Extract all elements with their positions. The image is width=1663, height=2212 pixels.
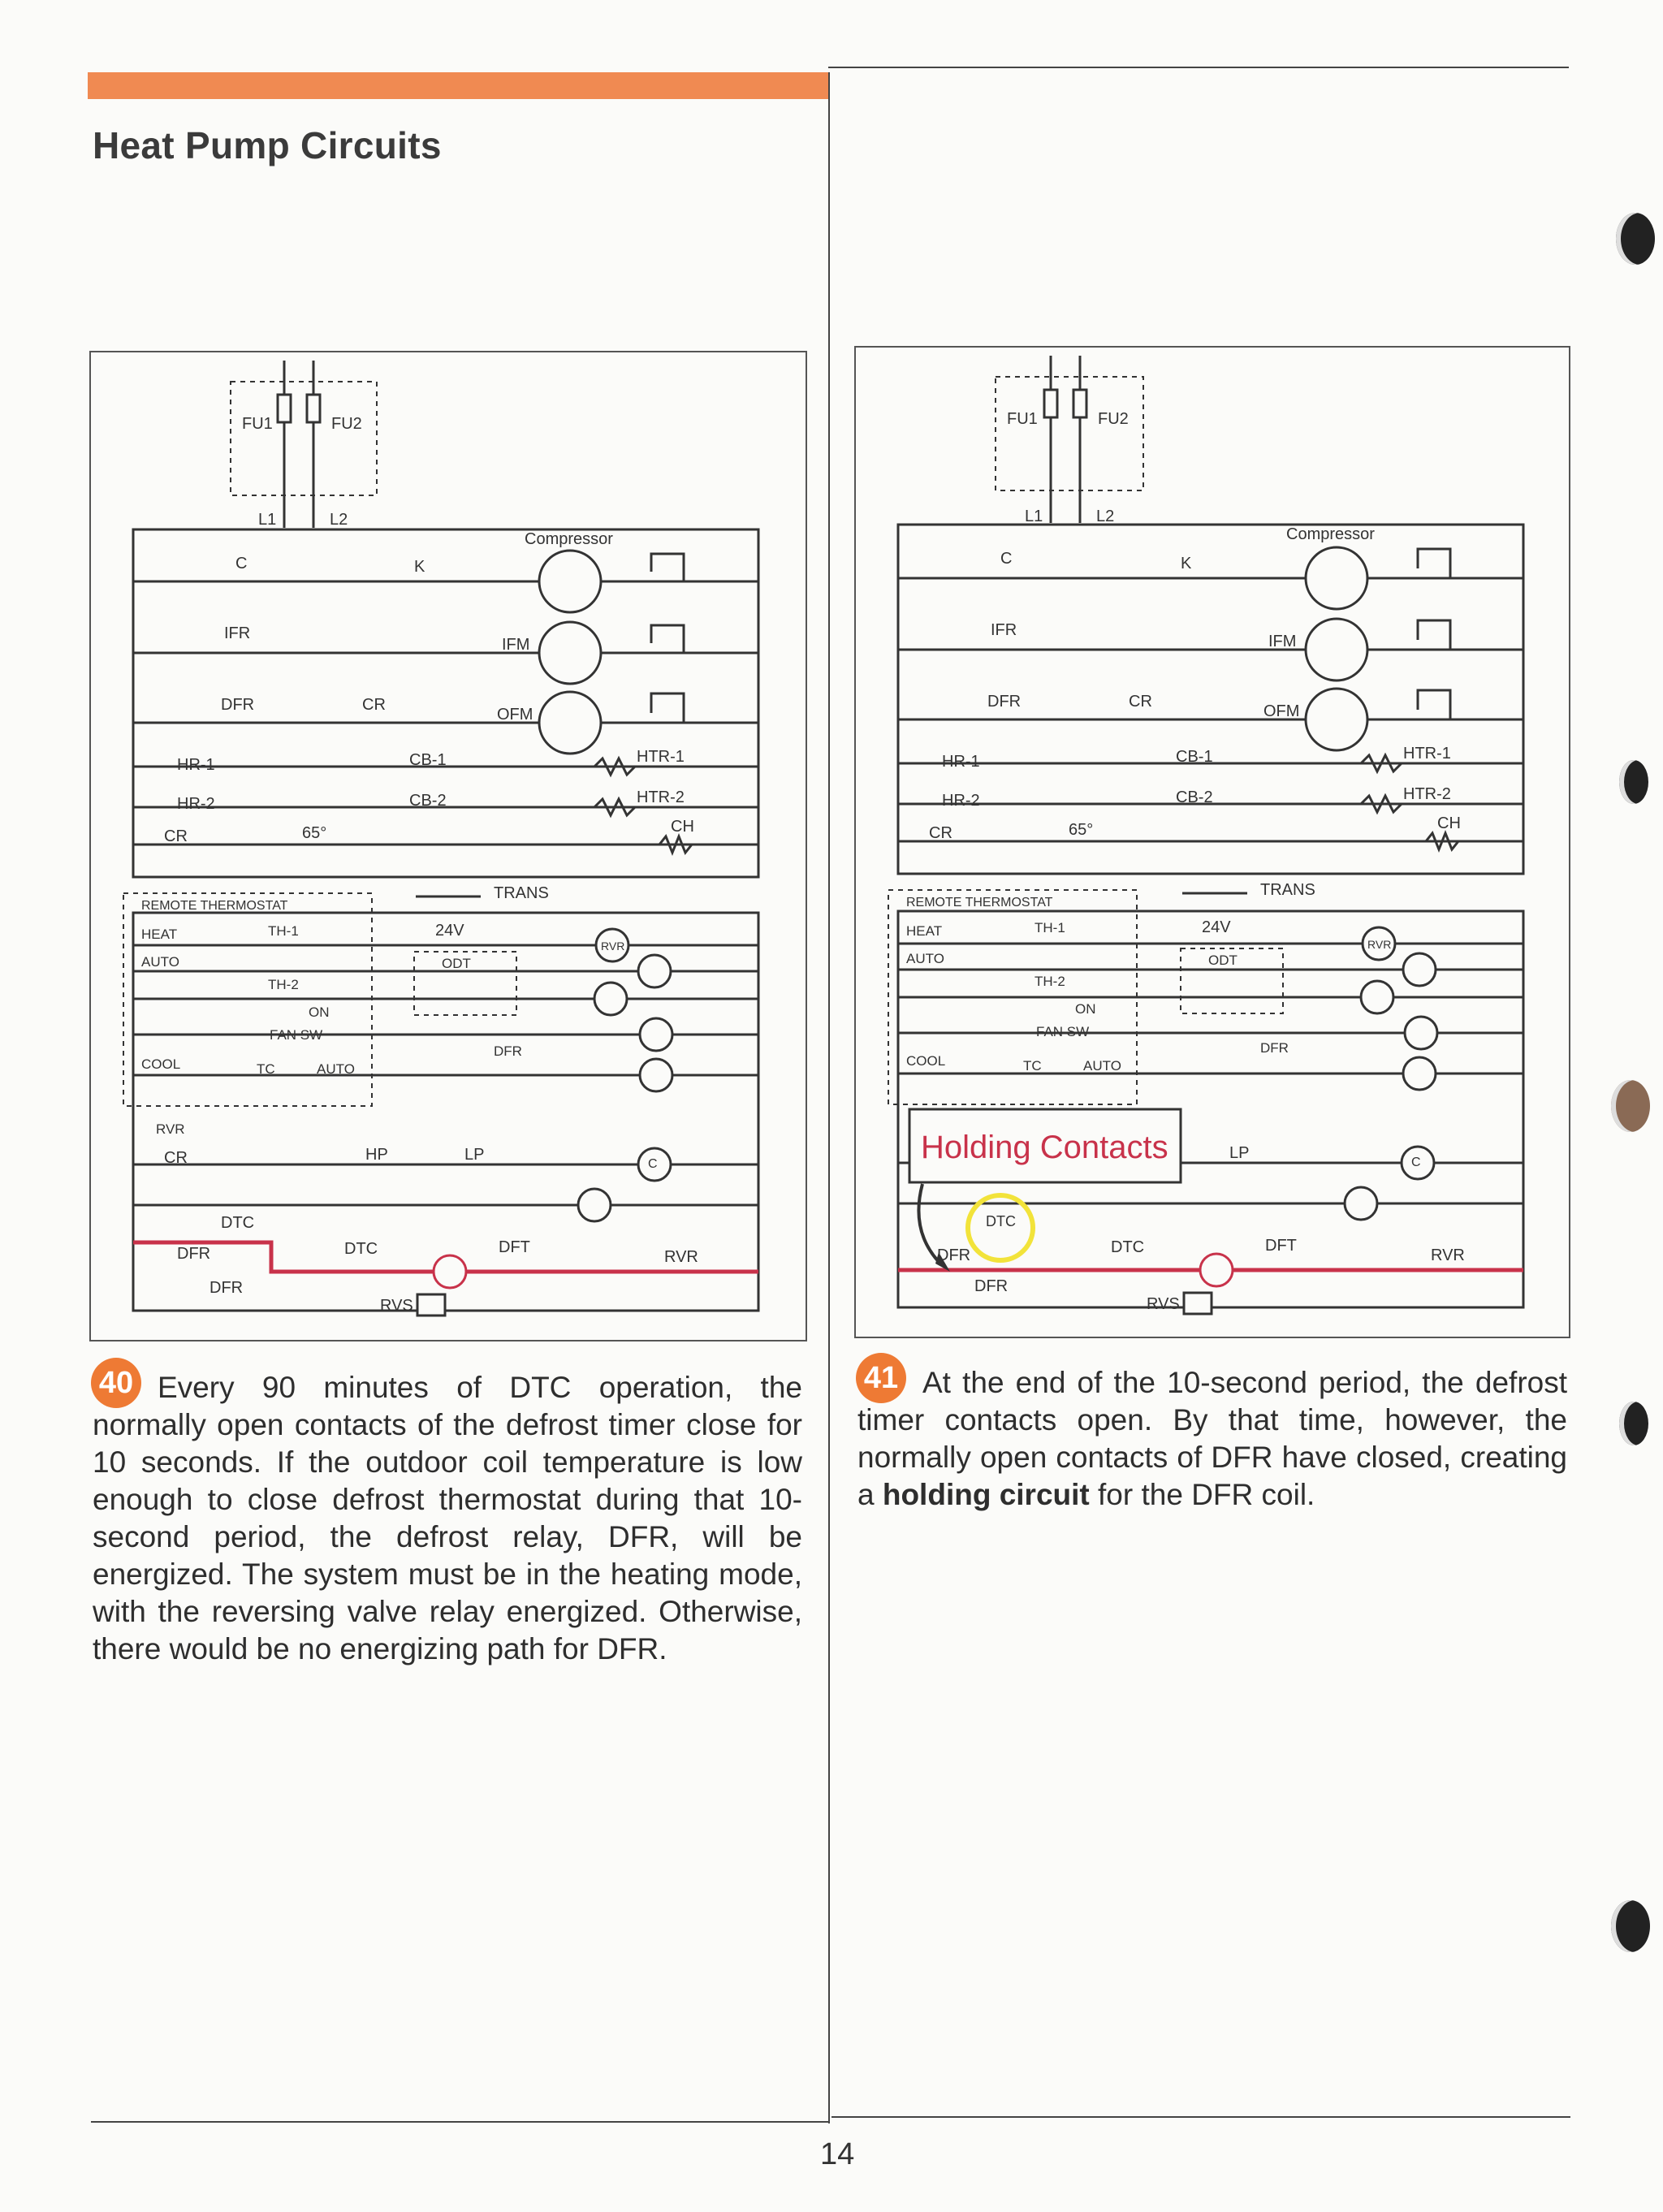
right-paragraph (857, 1364, 1567, 1514)
svg-text:DFT: DFT (1265, 1237, 1297, 1255)
svg-text:IFM: IFM (1268, 633, 1297, 650)
svg-text:HR-1: HR-1 (177, 756, 215, 774)
svg-text:HP: HP (365, 1146, 388, 1164)
left-paragraph (93, 1369, 802, 1668)
binder-hole (1619, 760, 1648, 804)
wiring-diagram-left (91, 352, 806, 1340)
svg-text:HTR-2: HTR-2 (637, 788, 685, 806)
svg-text:65°: 65° (1069, 821, 1094, 839)
svg-text:HEAT: HEAT (906, 923, 943, 939)
svg-text:CR: CR (164, 827, 188, 845)
svg-text:HR-2: HR-2 (177, 795, 215, 813)
binder-hole (1611, 1080, 1650, 1132)
svg-text:CR: CR (164, 1149, 188, 1167)
schematic-panel-left (89, 351, 807, 1341)
svg-text:K: K (1181, 555, 1192, 572)
svg-text:OFM: OFM (497, 706, 533, 724)
step-badge-41: 41 (856, 1353, 906, 1403)
svg-text:AUTO: AUTO (317, 1061, 355, 1077)
svg-text:RVR: RVR (1431, 1246, 1465, 1264)
svg-text:DFR: DFR (987, 693, 1022, 711)
svg-text:Compressor: Compressor (1286, 525, 1375, 543)
svg-text:CB-2: CB-2 (1176, 788, 1213, 806)
svg-text:L1: L1 (258, 511, 277, 529)
svg-text:REMOTE THERMOSTAT: REMOTE THERMOSTAT (141, 899, 288, 913)
svg-text:DFR: DFR (177, 1245, 211, 1263)
svg-text:DFT: DFT (499, 1238, 530, 1256)
svg-text:C: C (648, 1157, 658, 1171)
schematic-panel-right (854, 346, 1570, 1338)
svg-text:IFM: IFM (502, 636, 530, 654)
svg-text:RVR: RVR (1367, 938, 1392, 951)
binder-hole (1611, 1900, 1650, 1952)
column-divider (828, 72, 830, 2123)
svg-text:DFR: DFR (209, 1279, 244, 1297)
svg-text:FAN SW: FAN SW (270, 1027, 323, 1043)
svg-text:TRANS: TRANS (1260, 881, 1315, 899)
svg-text:ODT: ODT (442, 956, 471, 971)
left-paragraph-text: Every 90 minutes of DTC operation, the normally open contacts of the defrost timer close for 10 seconds. If the outdoor coil temperature is low enough to close defrost thermostat during that 10-second period, the defrost relay, DFR, will be energized. The system must be in the heating mode, with the reversing valve relay energized. Otherwise, there would be no energizing path for DFR. (93, 1371, 802, 1665)
svg-text:RVS: RVS (380, 1297, 413, 1315)
step-badge-40: 40 (91, 1358, 141, 1408)
svg-text:CR: CR (1129, 693, 1152, 711)
svg-text:TC: TC (1023, 1058, 1042, 1074)
svg-text:DFR: DFR (974, 1277, 1009, 1295)
svg-text:COOL: COOL (906, 1053, 946, 1069)
svg-text:C: C (1000, 550, 1013, 568)
svg-text:HTR-1: HTR-1 (637, 748, 685, 766)
svg-text:AUTO: AUTO (1083, 1058, 1121, 1074)
svg-text:AUTO: AUTO (141, 954, 179, 970)
svg-text:FU1: FU1 (1007, 410, 1038, 428)
right-paragraph-bold: holding circuit (882, 1478, 1090, 1511)
page-number: 14 (820, 2137, 855, 2171)
svg-text:AUTO: AUTO (906, 951, 944, 966)
svg-text:ON: ON (309, 1004, 330, 1020)
svg-text:L1: L1 (1025, 508, 1043, 525)
svg-text:RVR: RVR (664, 1248, 698, 1266)
svg-text:DTC: DTC (986, 1213, 1016, 1229)
binder-hole (1619, 1402, 1648, 1445)
svg-text:LP: LP (464, 1146, 485, 1164)
svg-text:TC: TC (257, 1061, 275, 1077)
svg-text:IFR: IFR (224, 624, 251, 642)
svg-text:CB-1: CB-1 (409, 751, 447, 769)
svg-text:TH-2: TH-2 (1035, 974, 1065, 989)
svg-text:HEAT: HEAT (141, 927, 178, 942)
svg-text:24V: 24V (435, 922, 464, 940)
svg-text:HTR-1: HTR-1 (1403, 745, 1451, 763)
svg-text:CR: CR (362, 696, 386, 714)
svg-text:C: C (1411, 1156, 1421, 1169)
svg-text:FU1: FU1 (242, 415, 273, 433)
svg-text:TH-1: TH-1 (1035, 920, 1065, 935)
svg-text:DTC: DTC (1111, 1238, 1145, 1256)
svg-text:TH-2: TH-2 (268, 977, 299, 992)
svg-text:CH: CH (1437, 814, 1461, 832)
footer-rule-left (91, 2121, 828, 2123)
right-paragraph-after: for the DFR coil. (1089, 1478, 1315, 1511)
svg-text:DTC: DTC (221, 1214, 255, 1232)
svg-text:TH-1: TH-1 (268, 923, 299, 939)
svg-text:REMOTE THERMOSTAT: REMOTE THERMOSTAT (906, 896, 1053, 909)
svg-text:TRANS: TRANS (494, 884, 549, 902)
svg-text:OFM: OFM (1263, 702, 1300, 720)
svg-text:LP: LP (1229, 1144, 1250, 1162)
svg-text:RVR: RVR (601, 940, 625, 953)
svg-text:65°: 65° (302, 824, 327, 842)
svg-text:DFR: DFR (221, 696, 255, 714)
svg-text:HR-2: HR-2 (942, 792, 980, 810)
svg-text:HR-1: HR-1 (942, 753, 980, 771)
svg-text:K: K (414, 558, 425, 576)
svg-text:CB-1: CB-1 (1176, 748, 1213, 766)
svg-text:RVR: RVR (156, 1121, 185, 1137)
svg-text:CH: CH (671, 818, 694, 836)
svg-text:FU2: FU2 (331, 415, 362, 433)
right-paragraph-before: At the end of the 10-second period, the defrost timer contacts open. By that time, however, the normally open contacts of DFR have closed, creating a (857, 1366, 1567, 1511)
svg-text:FU2: FU2 (1098, 410, 1129, 428)
binder-hole (1616, 213, 1655, 265)
svg-text:DFR: DFR (1260, 1040, 1289, 1056)
svg-text:DTC: DTC (344, 1240, 378, 1258)
svg-text:CR: CR (929, 824, 952, 842)
svg-text:CB-2: CB-2 (409, 792, 447, 810)
callout-label: Holding Contacts (921, 1130, 1168, 1165)
svg-text:COOL: COOL (141, 1056, 181, 1072)
svg-text:24V: 24V (1202, 918, 1231, 936)
svg-text:RVS: RVS (1147, 1295, 1180, 1313)
header-rule (828, 67, 1569, 68)
wiring-diagram-right (856, 348, 1569, 1337)
svg-text:DFR: DFR (937, 1246, 971, 1264)
header-accent-bar (88, 72, 828, 99)
svg-text:Compressor: Compressor (525, 530, 613, 548)
svg-text:IFR: IFR (991, 621, 1017, 639)
footer-rule-right (832, 2116, 1570, 2118)
svg-text:DFR: DFR (494, 1043, 522, 1059)
svg-text:C: C (235, 555, 248, 572)
svg-text:ODT: ODT (1208, 953, 1238, 968)
svg-text:HTR-2: HTR-2 (1403, 785, 1451, 803)
svg-text:L2: L2 (330, 511, 348, 529)
page-title: Heat Pump Circuits (93, 124, 442, 166)
svg-text:FAN SW: FAN SW (1036, 1024, 1090, 1039)
svg-text:L2: L2 (1096, 508, 1115, 525)
svg-text:ON: ON (1075, 1001, 1096, 1017)
